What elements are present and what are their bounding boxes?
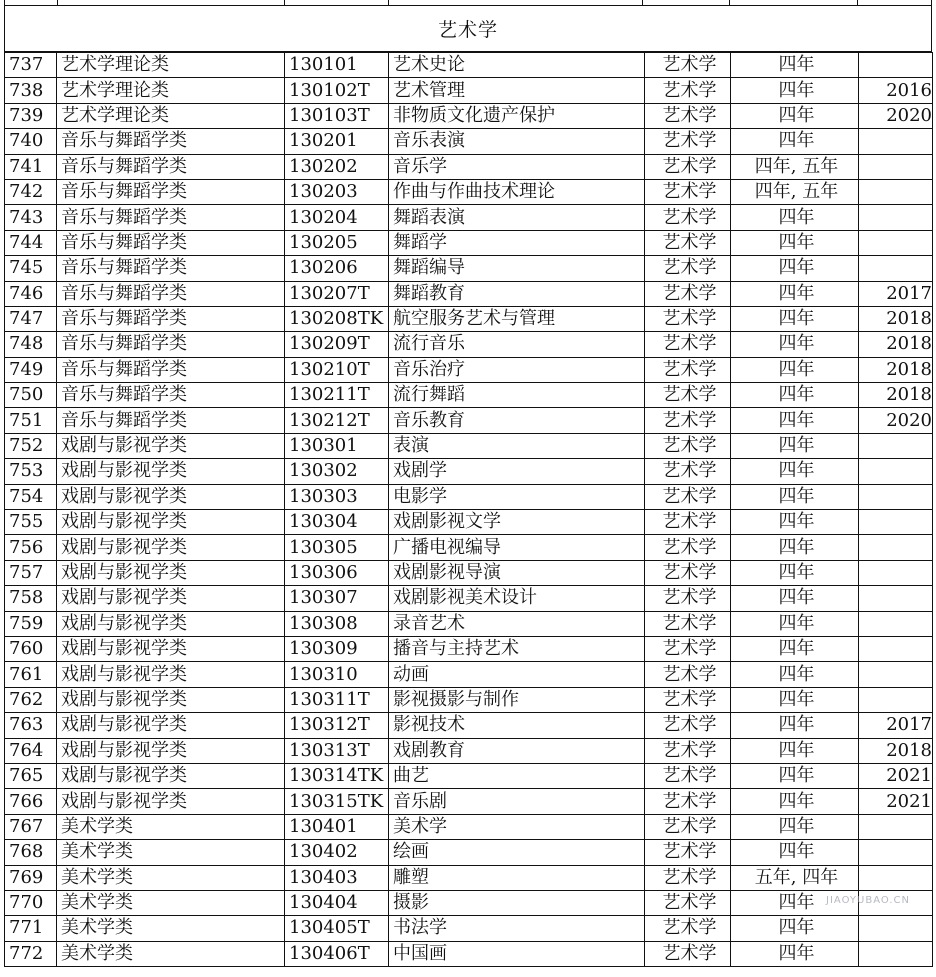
major-name-cell: 美术学 [389,814,645,839]
discipline-cell: 艺术学 [645,636,731,661]
category-cell: 戏剧与影视学类 [57,459,285,484]
major-code-cell: 130304 [285,510,389,535]
major-code-cell: 130309 [285,636,389,661]
year-added-cell [859,560,933,585]
major-code-cell: 130207T [285,281,389,306]
table-row [5,408,933,433]
category-cell: 戏剧与影视学类 [57,510,285,535]
year-added-cell [859,611,933,636]
major-name-cell: 航空服务艺术与管理 [389,306,645,331]
row-number: 770 [5,890,57,915]
row-number: 752 [5,433,57,458]
category-cell: 音乐与舞蹈学类 [57,332,285,357]
category-cell: 音乐与舞蹈学类 [57,306,285,331]
table-row [5,865,933,890]
major-name-cell: 音乐剧 [389,789,645,814]
table-row [5,205,933,230]
category-cell: 戏剧与影视学类 [57,611,285,636]
major-name-cell: 音乐学 [389,154,645,179]
major-name-cell: 曲艺 [389,763,645,788]
row-number: 742 [5,179,57,204]
major-name-cell: 摄影 [389,890,645,915]
major-code-cell: 130102T [285,78,389,103]
discipline-cell: 艺术学 [645,814,731,839]
duration-cell: 四年 [731,129,859,154]
major-name-cell: 非物质文化遗产保护 [389,103,645,128]
major-name-cell: 舞蹈表演 [389,205,645,230]
duration-cell: 五年, 四年 [731,865,859,890]
category-cell: 美术学类 [57,840,285,865]
category-cell: 戏剧与影视学类 [57,789,285,814]
major-code-cell: 130302 [285,459,389,484]
year-added-cell [859,687,933,712]
majors-sheet [4,0,932,967]
row-number: 746 [5,281,57,306]
category-cell: 戏剧与影视学类 [57,586,285,611]
category-cell: 美术学类 [57,814,285,839]
major-name-cell: 艺术史论 [389,53,645,78]
category-cell: 戏剧与影视学类 [57,560,285,585]
discipline-cell: 艺术学 [645,941,731,966]
year-added-cell [859,814,933,839]
major-name-cell: 中国画 [389,941,645,966]
category-cell: 戏剧与影视学类 [57,738,285,763]
discipline-cell: 艺术学 [645,408,731,433]
major-name-cell: 流行舞蹈 [389,383,645,408]
year-added-cell [859,535,933,560]
discipline-cell: 艺术学 [645,763,731,788]
year-added-cell: 2018 [859,357,933,382]
duration-cell: 四年 [731,306,859,331]
row-number: 756 [5,535,57,560]
category-cell: 戏剧与影视学类 [57,687,285,712]
duration-cell: 四年 [731,611,859,636]
table-row [5,154,933,179]
duration-cell: 四年 [731,713,859,738]
major-name-cell: 影视技术 [389,713,645,738]
category-cell: 音乐与舞蹈学类 [57,205,285,230]
table-row [5,459,933,484]
year-added-cell: 2018 [859,306,933,331]
major-name-cell: 电影学 [389,484,645,509]
duration-cell: 四年 [731,484,859,509]
duration-cell: 四年 [731,941,859,966]
major-name-cell: 舞蹈学 [389,230,645,255]
duration-cell: 四年 [731,459,859,484]
discipline-cell: 艺术学 [645,687,731,712]
table-row [5,941,933,966]
duration-cell: 四年 [731,687,859,712]
row-number: 750 [5,383,57,408]
major-name-cell: 影视摄影与制作 [389,687,645,712]
discipline-cell: 艺术学 [645,433,731,458]
major-code-cell: 130211T [285,383,389,408]
row-number: 757 [5,560,57,585]
major-code-cell: 130312T [285,713,389,738]
discipline-cell: 艺术学 [645,306,731,331]
year-added-cell [859,53,933,78]
duration-cell: 四年 [731,230,859,255]
major-code-cell: 130313T [285,738,389,763]
duration-cell: 四年, 五年 [731,154,859,179]
major-code-cell: 130406T [285,941,389,966]
table-row [5,510,933,535]
table-row [5,662,933,687]
major-name-cell: 书法学 [389,916,645,941]
year-added-cell [859,256,933,281]
major-name-cell: 音乐治疗 [389,357,645,382]
category-cell: 音乐与舞蹈学类 [57,408,285,433]
major-code-cell: 130204 [285,205,389,230]
row-number: 739 [5,103,57,128]
majors-table-body [5,53,933,967]
discipline-cell: 艺术学 [645,459,731,484]
year-added-cell [859,840,933,865]
year-added-cell [859,662,933,687]
major-code-cell: 130205 [285,230,389,255]
table-row [5,535,933,560]
category-cell: 美术学类 [57,941,285,966]
duration-cell: 四年 [731,53,859,78]
duration-cell: 四年 [731,103,859,128]
row-number: 759 [5,611,57,636]
category-cell: 音乐与舞蹈学类 [57,129,285,154]
year-added-cell: 2017 [859,713,933,738]
table-row [5,763,933,788]
discipline-cell: 艺术学 [645,586,731,611]
major-name-cell: 流行音乐 [389,332,645,357]
major-name-cell: 艺术管理 [389,78,645,103]
table-row [5,840,933,865]
table-row [5,129,933,154]
year-added-cell: 2017 [859,281,933,306]
year-added-cell: 2016 [859,78,933,103]
duration-cell: 四年, 五年 [731,179,859,204]
major-name-cell: 动画 [389,662,645,687]
duration-cell: 四年 [731,357,859,382]
major-code-cell: 130301 [285,433,389,458]
row-number: 769 [5,865,57,890]
major-code-cell: 130209T [285,332,389,357]
year-added-cell: 2018 [859,383,933,408]
majors-table [4,52,933,967]
duration-cell: 四年 [731,738,859,763]
year-added-cell [859,433,933,458]
major-name-cell: 戏剧影视导演 [389,560,645,585]
major-name-cell: 戏剧教育 [389,738,645,763]
duration-cell: 四年 [731,256,859,281]
row-number: 743 [5,205,57,230]
major-code-cell: 130315TK [285,789,389,814]
row-number: 765 [5,763,57,788]
table-row [5,484,933,509]
table-row [5,713,933,738]
row-number: 748 [5,332,57,357]
duration-cell: 四年 [731,433,859,458]
row-number: 749 [5,357,57,382]
duration-cell: 四年 [731,789,859,814]
major-name-cell: 音乐表演 [389,129,645,154]
row-number: 741 [5,154,57,179]
category-cell: 音乐与舞蹈学类 [57,154,285,179]
table-row [5,53,933,78]
major-code-cell: 130311T [285,687,389,712]
year-added-cell [859,205,933,230]
table-row [5,789,933,814]
row-number: 761 [5,662,57,687]
category-cell: 音乐与舞蹈学类 [57,230,285,255]
table-row [5,357,933,382]
duration-cell: 四年 [731,814,859,839]
year-added-cell [859,586,933,611]
duration-cell: 四年 [731,840,859,865]
table-row [5,433,933,458]
year-added-cell [859,459,933,484]
row-number: 768 [5,840,57,865]
row-number: 753 [5,459,57,484]
row-number: 771 [5,916,57,941]
duration-cell: 四年 [731,763,859,788]
category-cell: 美术学类 [57,865,285,890]
discipline-cell: 艺术学 [645,510,731,535]
major-code-cell: 130203 [285,179,389,204]
row-number: 763 [5,713,57,738]
table-row [5,332,933,357]
major-name-cell: 表演 [389,433,645,458]
category-cell: 艺术学理论类 [57,78,285,103]
row-number: 755 [5,510,57,535]
category-cell: 戏剧与影视学类 [57,535,285,560]
major-code-cell: 130208TK [285,306,389,331]
category-cell: 戏剧与影视学类 [57,763,285,788]
major-code-cell: 130401 [285,814,389,839]
category-cell: 音乐与舞蹈学类 [57,256,285,281]
discipline-cell: 艺术学 [645,281,731,306]
duration-cell: 四年 [731,383,859,408]
major-code-cell: 130201 [285,129,389,154]
major-name-cell: 雕塑 [389,865,645,890]
duration-cell: 四年 [731,535,859,560]
major-code-cell: 130210T [285,357,389,382]
major-name-cell: 舞蹈编导 [389,256,645,281]
discipline-cell: 艺术学 [645,103,731,128]
table-row [5,383,933,408]
table-row [5,636,933,661]
year-added-cell: 2018 [859,738,933,763]
table-row [5,814,933,839]
table-row [5,306,933,331]
major-code-cell: 130310 [285,662,389,687]
major-code-cell: 130206 [285,256,389,281]
row-number: 738 [5,78,57,103]
duration-cell: 四年 [731,78,859,103]
section-title: 艺术学 [4,5,932,52]
category-cell: 美术学类 [57,916,285,941]
major-code-cell: 130403 [285,865,389,890]
category-cell: 戏剧与影视学类 [57,484,285,509]
category-cell: 音乐与舞蹈学类 [57,383,285,408]
year-added-cell: 2021 [859,789,933,814]
table-row [5,687,933,712]
year-added-cell [859,179,933,204]
table-row [5,281,933,306]
year-added-cell [859,510,933,535]
table-row [5,738,933,763]
row-number: 744 [5,230,57,255]
row-number: 758 [5,586,57,611]
discipline-cell: 艺术学 [645,53,731,78]
major-code-cell: 130307 [285,586,389,611]
major-name-cell: 舞蹈教育 [389,281,645,306]
duration-cell: 四年 [731,408,859,433]
major-code-cell: 130404 [285,890,389,915]
row-number: 762 [5,687,57,712]
category-cell: 戏剧与影视学类 [57,433,285,458]
discipline-cell: 艺术学 [645,535,731,560]
row-number: 737 [5,53,57,78]
major-name-cell: 绘画 [389,840,645,865]
row-number: 747 [5,306,57,331]
table-row [5,230,933,255]
category-cell: 戏剧与影视学类 [57,662,285,687]
category-cell: 音乐与舞蹈学类 [57,179,285,204]
table-row [5,103,933,128]
major-name-cell: 戏剧影视美术设计 [389,586,645,611]
discipline-cell: 艺术学 [645,332,731,357]
major-code-cell: 130306 [285,560,389,585]
category-cell: 艺术学理论类 [57,103,285,128]
duration-cell: 四年 [731,332,859,357]
discipline-cell: 艺术学 [645,789,731,814]
row-number: 751 [5,408,57,433]
year-added-cell: 2021 [859,763,933,788]
year-added-cell: 2020 [859,103,933,128]
discipline-cell: 艺术学 [645,357,731,382]
discipline-cell: 艺术学 [645,230,731,255]
duration-cell: 四年 [731,586,859,611]
major-code-cell: 130405T [285,916,389,941]
discipline-cell: 艺术学 [645,179,731,204]
discipline-cell: 艺术学 [645,662,731,687]
table-row [5,611,933,636]
discipline-cell: 艺术学 [645,78,731,103]
duration-cell: 四年 [731,662,859,687]
discipline-cell: 艺术学 [645,383,731,408]
category-cell: 艺术学理论类 [57,53,285,78]
major-name-cell: 戏剧影视文学 [389,510,645,535]
major-code-cell: 130308 [285,611,389,636]
major-code-cell: 130202 [285,154,389,179]
duration-cell: 四年 [731,510,859,535]
category-cell: 戏剧与影视学类 [57,636,285,661]
year-added-cell [859,636,933,661]
row-number: 740 [5,129,57,154]
row-number: 754 [5,484,57,509]
duration-cell: 四年 [731,560,859,585]
major-code-cell: 130212T [285,408,389,433]
duration-cell: 四年 [731,916,859,941]
discipline-cell: 艺术学 [645,738,731,763]
row-number: 772 [5,941,57,966]
duration-cell: 四年 [731,636,859,661]
table-row [5,916,933,941]
year-added-cell [859,230,933,255]
discipline-cell: 艺术学 [645,256,731,281]
table-row [5,560,933,585]
row-number: 767 [5,814,57,839]
discipline-cell: 艺术学 [645,890,731,915]
discipline-cell: 艺术学 [645,840,731,865]
major-name-cell: 音乐教育 [389,408,645,433]
table-row [5,256,933,281]
major-name-cell: 录音艺术 [389,611,645,636]
table-row [5,78,933,103]
major-code-cell: 130305 [285,535,389,560]
duration-cell: 四年 [731,890,859,915]
discipline-cell: 艺术学 [645,484,731,509]
row-number: 766 [5,789,57,814]
discipline-cell: 艺术学 [645,865,731,890]
major-name-cell: 作曲与作曲技术理论 [389,179,645,204]
table-row [5,179,933,204]
discipline-cell: 艺术学 [645,205,731,230]
row-number: 760 [5,636,57,661]
discipline-cell: 艺术学 [645,713,731,738]
major-name-cell: 戏剧学 [389,459,645,484]
discipline-cell: 艺术学 [645,916,731,941]
watermark-right-url: JIAOYUBAO.CN [826,895,910,906]
discipline-cell: 艺术学 [645,129,731,154]
table-row [5,586,933,611]
category-cell: 美术学类 [57,890,285,915]
category-cell: 音乐与舞蹈学类 [57,281,285,306]
duration-cell: 四年 [731,281,859,306]
major-code-cell: 130303 [285,484,389,509]
year-added-cell: 2018 [859,332,933,357]
major-name-cell: 广播电视编导 [389,535,645,560]
major-name-cell: 播音与主持艺术 [389,636,645,661]
year-added-cell [859,484,933,509]
major-code-cell: 130101 [285,53,389,78]
year-added-cell [859,916,933,941]
table-row [5,890,933,915]
category-cell: 音乐与舞蹈学类 [57,357,285,382]
discipline-cell: 艺术学 [645,611,731,636]
year-added-cell [859,890,933,915]
major-code-cell: 130314TK [285,763,389,788]
previous-section-stub [4,0,932,5]
year-added-cell [859,865,933,890]
category-cell: 戏剧与影视学类 [57,713,285,738]
year-added-cell: 2020 [859,408,933,433]
discipline-cell: 艺术学 [645,560,731,585]
major-code-cell: 130402 [285,840,389,865]
year-added-cell [859,129,933,154]
major-code-cell: 130103T [285,103,389,128]
row-number: 764 [5,738,57,763]
year-added-cell [859,941,933,966]
row-number: 745 [5,256,57,281]
duration-cell: 四年 [731,205,859,230]
discipline-cell: 艺术学 [645,154,731,179]
year-added-cell [859,154,933,179]
